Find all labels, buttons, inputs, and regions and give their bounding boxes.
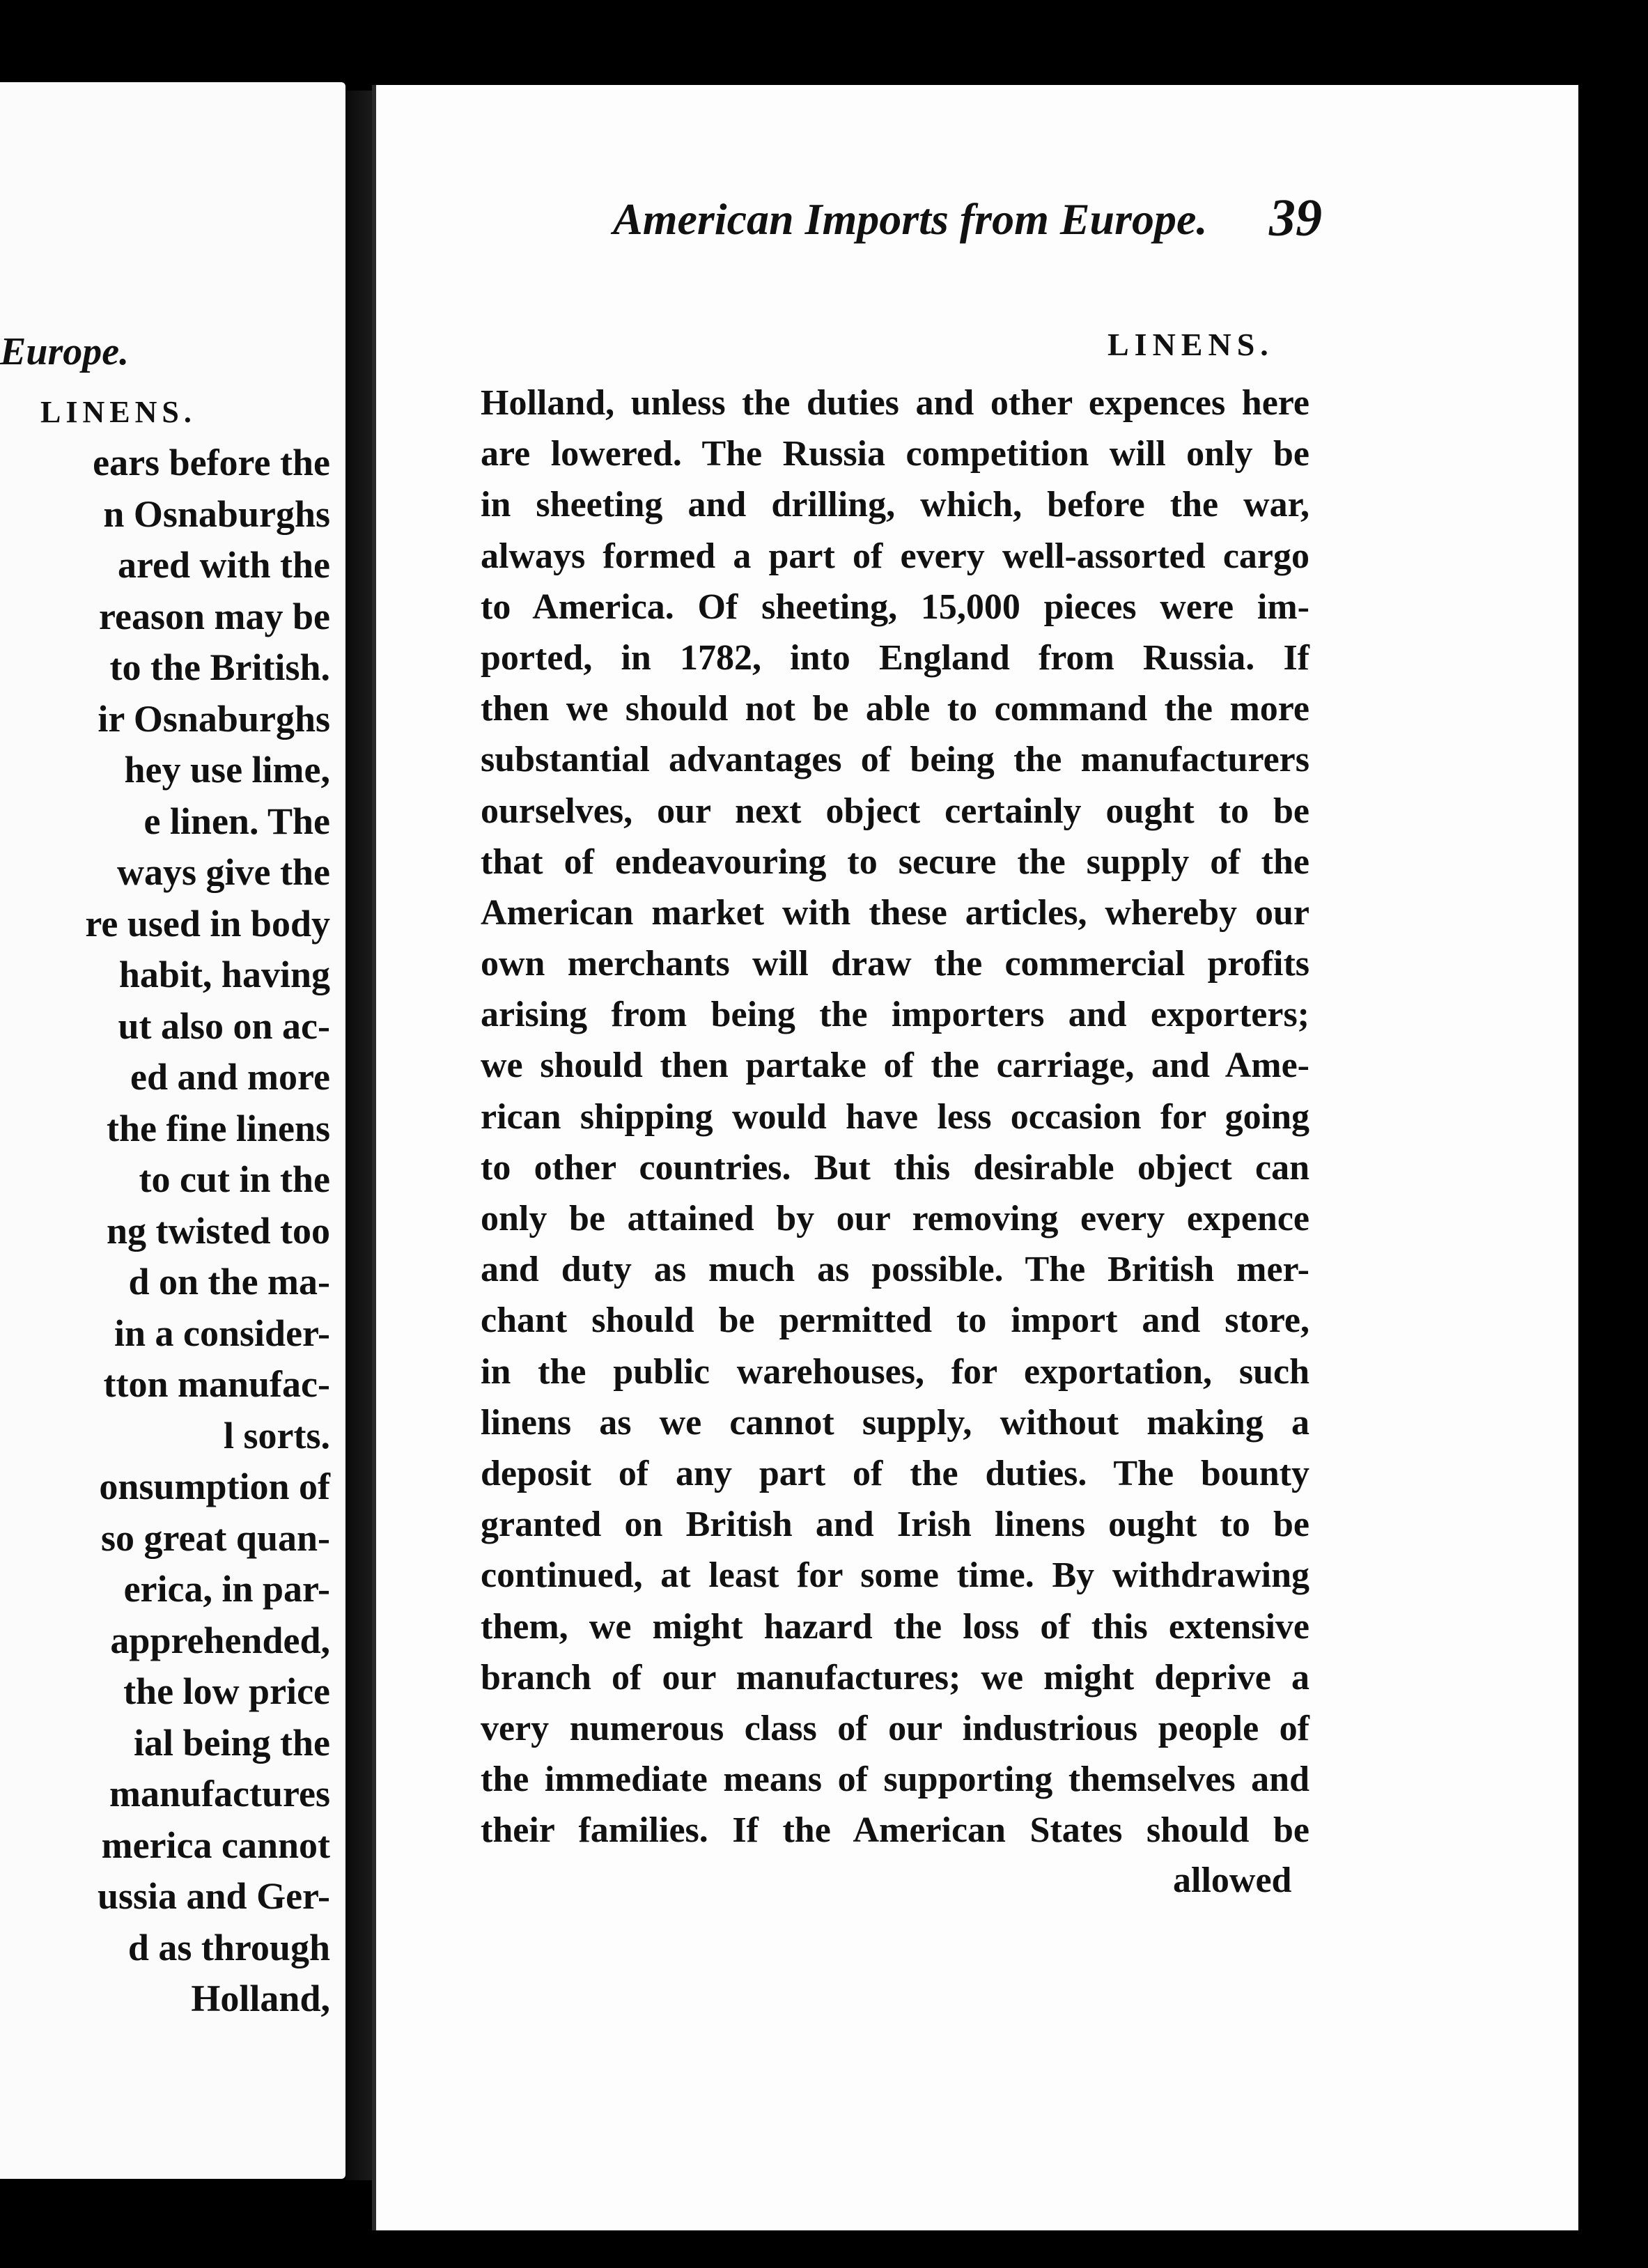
text-line: are lowered. The Russia competition will only be: [481, 434, 1309, 474]
text-line: deposit of any part of the duties. The bounty: [481, 1453, 1309, 1493]
text-line: tton manufac-: [103, 1363, 330, 1405]
text-line: onsumption of: [99, 1466, 330, 1507]
text-line: granted on British and Irish linens ought to be: [481, 1505, 1309, 1545]
text-line: continued, at least for some time. By withdrawing: [481, 1555, 1309, 1596]
text-line: apprehended,: [110, 1619, 330, 1661]
text-line: d on the ma-: [128, 1261, 330, 1303]
text-line: merica cannot: [101, 1824, 330, 1866]
text-line: so great quan-: [100, 1516, 330, 1559]
text-line: and duty as much as possible. The British mer-: [481, 1250, 1309, 1290]
text-line: that of endeavouring to secure the supply of the: [481, 841, 1309, 882]
text-line: Holland,: [191, 1978, 330, 2019]
text-line: in the public warehouses, for exportation, such: [481, 1351, 1309, 1392]
text-line: linens as we cannot supply, without making a: [481, 1402, 1309, 1443]
left-page-section-label: LINENS.: [40, 395, 196, 429]
text-line: we should then partake of the carriage, and Ame-: [481, 1046, 1309, 1086]
text-line: hey use lime,: [124, 749, 330, 791]
text-line: e linen. The: [143, 800, 330, 842]
text-line: the fine linens: [106, 1107, 330, 1149]
text-line: ed and more: [130, 1056, 330, 1098]
text-line: chant should be permitted to import and store,: [481, 1300, 1309, 1341]
text-line: habit, having: [118, 954, 330, 995]
text-line: own merchants will draw the commercial profits: [481, 944, 1309, 984]
text-line: d as through: [127, 1926, 330, 1968]
text-line: only be attained by our removing every expence: [481, 1199, 1309, 1238]
text-line: l sorts.: [224, 1414, 330, 1457]
text-line: ears before the: [93, 442, 330, 483]
text-line: very numerous class of our industrious people of: [481, 1708, 1309, 1748]
text-line: ng twisted too: [107, 1209, 330, 1252]
left-page: [0, 82, 345, 2179]
text-line: substantial advantages of being the manufacturers: [481, 740, 1309, 780]
text-line: ial being the: [133, 1721, 330, 1764]
text-line: in a consider-: [114, 1312, 330, 1354]
text-line: ir Osnaburghs: [98, 697, 330, 740]
text-line: re used in body: [85, 902, 330, 945]
text-line: always formed a part of every well-assorted cargo: [481, 536, 1309, 576]
text-line: ways give the: [117, 851, 330, 893]
text-line: American market with these articles, whereby our: [481, 892, 1309, 933]
text-line: in sheeting and drilling, which, before the war,: [481, 485, 1309, 525]
text-line: rican shipping would have less occasion for going: [481, 1096, 1309, 1137]
text-line: branch of our manufactures; we might deprive a: [481, 1657, 1309, 1698]
text-line: n Osnaburghs: [103, 492, 330, 535]
text-line: erica, in par-: [123, 1568, 330, 1610]
text-line: to cut in the: [139, 1158, 330, 1200]
running-header: American Imports from Europe.: [613, 194, 1208, 244]
left-page-running-header: Europe.: [0, 330, 130, 373]
text-line: the immediate means of supporting themselves and: [481, 1760, 1309, 1800]
text-line: Holland, unless the duties and other expences here: [481, 383, 1309, 423]
text-line: then we should not be able to command the more: [481, 689, 1309, 729]
text-line: manufactures: [109, 1773, 330, 1815]
left-page-text: [0, 437, 330, 2025]
text-line: ared with the: [118, 544, 330, 586]
text-line: the low price: [123, 1670, 330, 1712]
text-line: reason may be: [99, 595, 330, 637]
text-line: ut also on ac-: [118, 1004, 330, 1047]
page-number: 39: [1269, 189, 1322, 247]
text-line: to the British.: [109, 646, 330, 688]
section-label: LINENS.: [1107, 327, 1274, 362]
text-line: ussia and Ger-: [97, 1875, 330, 1917]
text-line: to other countries. But this desirable object can: [481, 1147, 1309, 1188]
text-line: ported, in 1782, into England from Russia. If: [481, 637, 1309, 678]
catchword: allowed: [1173, 1861, 1292, 1900]
text-line: arising from being the importers and exporters;: [481, 995, 1309, 1035]
text-line: to America. Of sheeting, 15,000 pieces were im-: [481, 587, 1309, 627]
text-line: their families. If the American States should be: [481, 1810, 1309, 1851]
text-line: ourselves, our next object certainly ought to be: [481, 791, 1309, 831]
body-text: [481, 378, 1309, 1856]
text-line: them, we might hazard the loss of this extensive: [481, 1606, 1309, 1647]
